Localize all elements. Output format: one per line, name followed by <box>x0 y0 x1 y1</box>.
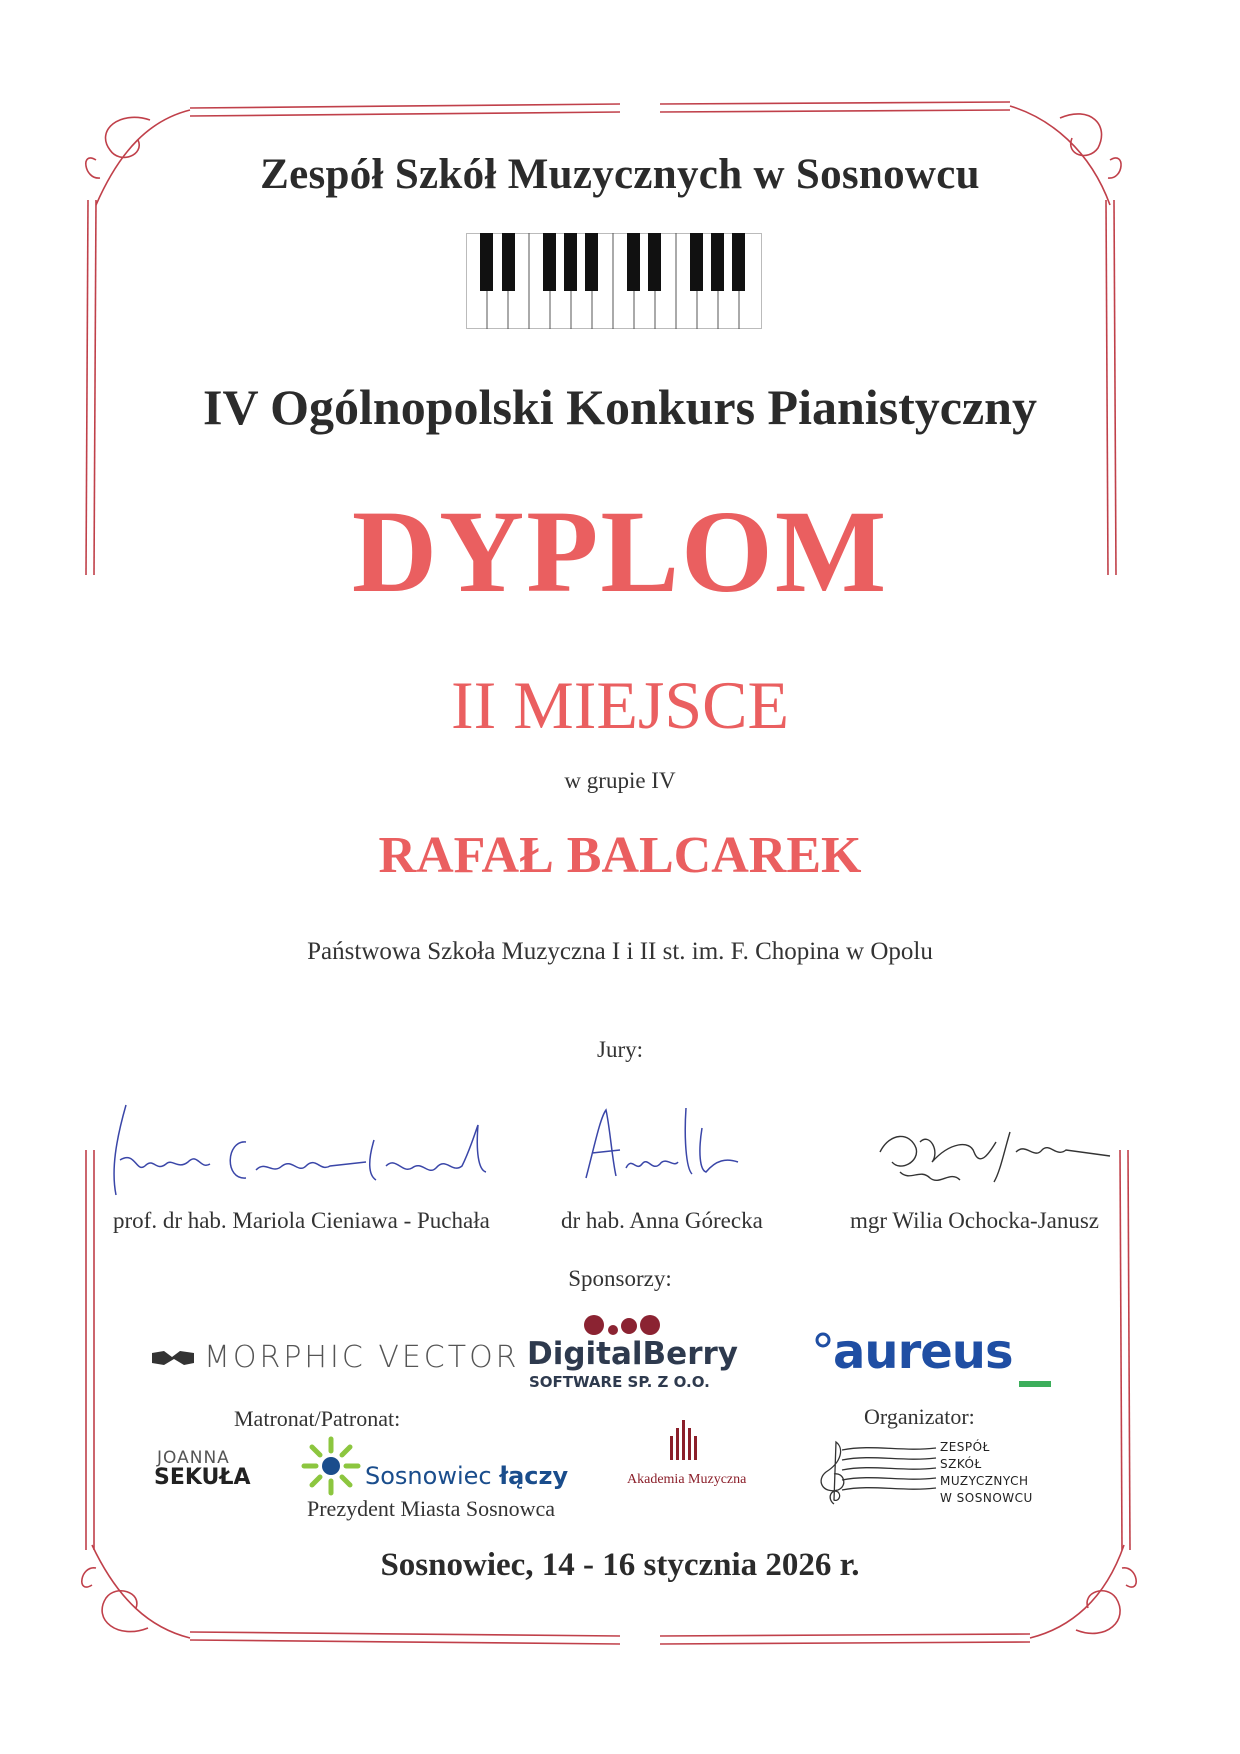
school-name: Zespół Szkół Muzycznych w Sosnowcu <box>260 151 980 198</box>
sekula-logo: SEKUŁA <box>154 1465 251 1490</box>
organizer-logo-line-4: W SOSNOWCU <box>940 1491 1033 1505</box>
jury-member-3: mgr Wilia Ochocka-Janusz <box>850 1208 1100 1233</box>
aureus-logo: aureus <box>833 1324 1013 1380</box>
organizer-logo-line-2: SZKÓŁ <box>940 1457 982 1471</box>
patronage-label: Matronat/Patronat: <box>234 1406 401 1431</box>
sekula-logo-top: JOANNA <box>157 1448 230 1468</box>
digitalberry-subtitle: SOFTWARE SP. Z O.O. <box>529 1373 710 1391</box>
handshake-icon <box>150 1347 196 1369</box>
sosnowiec-sun-icon <box>300 1435 362 1497</box>
digitalberry-logo: DigitalBerry <box>527 1336 738 1372</box>
treble-clef-staff-icon <box>812 1438 938 1508</box>
organizer-logo-line-3: MUZYCZNYCH <box>940 1474 1029 1488</box>
aureus-underline <box>1019 1381 1051 1387</box>
piano-keys-icon <box>466 233 762 329</box>
signature-cieniawa-puchala <box>106 1090 566 1200</box>
organ-pipes-icon <box>668 1420 700 1460</box>
morphic-vector-logo: MORPHIC VECTOR <box>204 1340 520 1375</box>
group-label: w grupie IV <box>564 768 676 793</box>
akademia-muzyczna-logo: Akademia Muzyczna <box>627 1472 747 1487</box>
jury-label: Jury: <box>597 1037 643 1062</box>
place-award: II MIEJSCE <box>450 667 790 743</box>
organizer-label: Organizator: <box>864 1404 975 1429</box>
organizer-logo-line-1: ZESPÓŁ <box>940 1440 990 1454</box>
jury-member-2: dr hab. Anna Górecka <box>561 1208 763 1233</box>
diploma-title: DYPLOM <box>351 486 889 617</box>
event-date: Sosnowiec, 14 - 16 stycznia 2026 r. <box>380 1547 860 1583</box>
contest-title: IV Ogólnopolski Konkurs Pianistyczny <box>202 379 1037 435</box>
aureus-ring-icon <box>813 1330 833 1350</box>
sosnowiec-logo-text: Sosnowiec <box>365 1462 500 1490</box>
laureate-name: RAFAŁ BALCAREK <box>378 827 862 884</box>
laureate-school: Państwowa Szkoła Muzyczna I i II st. im. F. Chopina w Opolu <box>307 938 933 965</box>
president-label: Prezydent Miasta Sosnowca <box>307 1496 556 1521</box>
signature-ochocka-janusz <box>870 1112 1120 1192</box>
sosnowiec-laczy-logo <box>365 1462 568 1490</box>
jury-member-1: prof. dr hab. Mariola Cieniawa - Puchała <box>113 1208 490 1233</box>
signature-gorecka <box>566 1098 756 1188</box>
laczy-logo-text: łączy <box>499 1462 569 1490</box>
sponsors-label: Sponsorzy: <box>568 1266 672 1291</box>
